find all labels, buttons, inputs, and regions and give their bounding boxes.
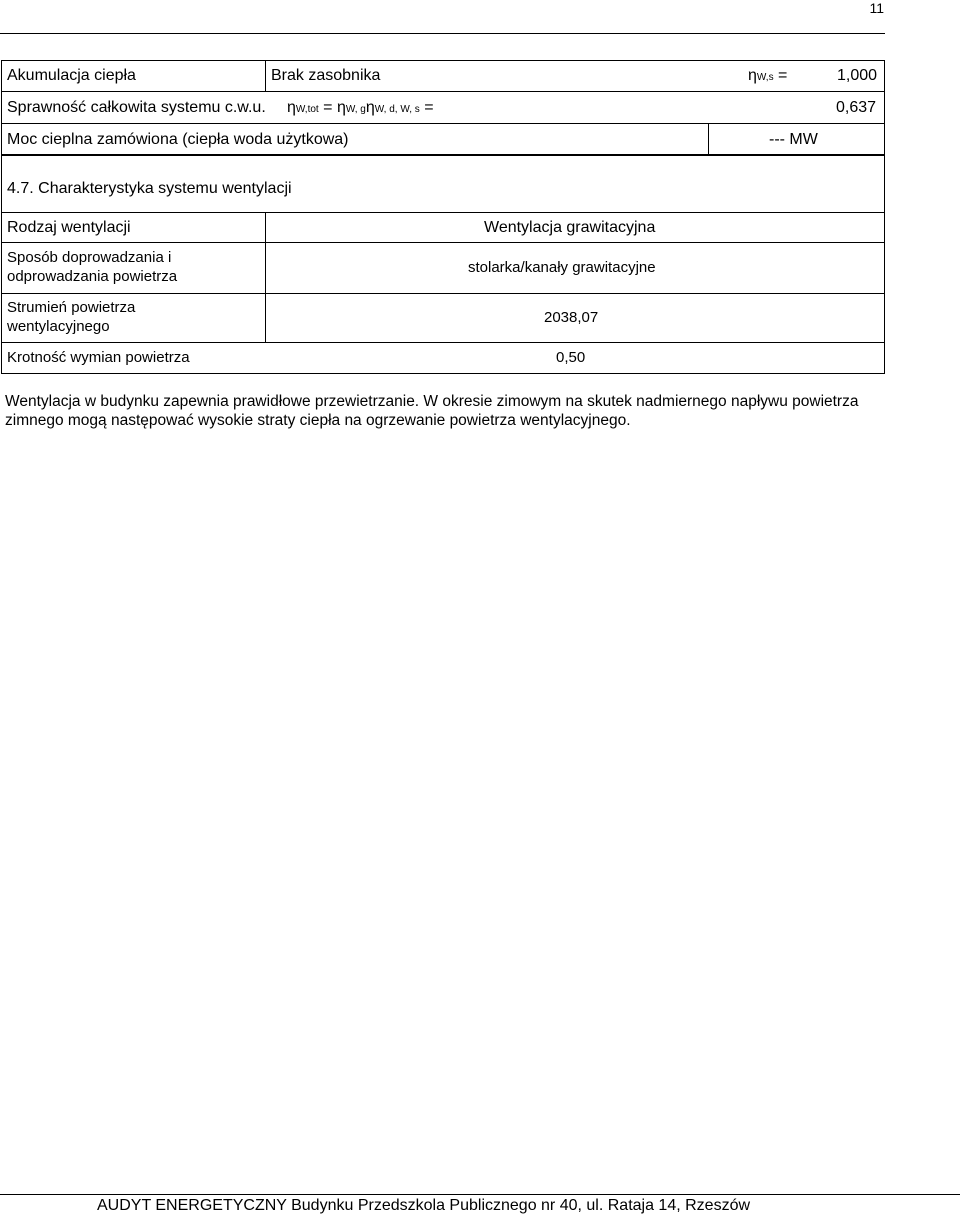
efficiency-formula: ηW,tot = ηW, gηW, d, W, s = xyxy=(287,99,434,116)
eta-symbol: η xyxy=(336,99,346,116)
supply-value: stolarka/kanały grawitacyjne xyxy=(468,259,656,276)
eta-subscript: W, d xyxy=(374,104,395,115)
eta-ws-formula xyxy=(748,66,787,88)
efficiency-label: Sprawność całkowita systemu c.w.u. xyxy=(7,99,266,116)
eta-subscript: W, s xyxy=(400,104,420,115)
eta-symbol: η xyxy=(287,99,296,116)
equals-sign: = xyxy=(424,99,434,116)
power-label: Moc cieplna zamówiona (ciepła woda użytkowa) xyxy=(7,131,349,148)
eta-subscript: W, g xyxy=(345,104,366,115)
power-value: --- MW xyxy=(769,131,818,148)
header-rule xyxy=(0,33,885,34)
vent-row-divider xyxy=(1,342,885,343)
supply-label-line2: odprowadzania powietrza xyxy=(7,268,178,285)
eta-subscript: W,tot xyxy=(295,104,319,115)
flow-value: 2038,07 xyxy=(544,309,599,326)
vent-row-divider xyxy=(1,293,885,294)
dhw-col-divider xyxy=(708,123,709,155)
dhw-col-divider xyxy=(265,60,266,91)
page-number: 11 xyxy=(869,0,884,16)
vent-col-divider xyxy=(265,212,266,342)
exchange-label: Krotność wymian powietrza xyxy=(7,349,190,366)
eta-ws-value: 1,000 xyxy=(837,67,878,84)
dhw-row-divider xyxy=(1,91,885,92)
eta-subscript: W,s xyxy=(756,72,774,83)
vent-row-divider xyxy=(1,242,885,243)
dhw-row-divider xyxy=(1,123,885,124)
eta-symbol: η xyxy=(365,99,375,116)
eta-symbol: η xyxy=(748,67,757,84)
accumulation-value: Brak zasobnika xyxy=(271,67,381,84)
ventilation-description: Wentylacja w budynku zapewnia prawidłowe przewietrzanie. W okresie zimowym na skutek nadmiernego napływu powietrza zimnego mogą następować wysokie straty ciepła na ogrzewanie powietrza wentylacyjnego. xyxy=(5,393,859,429)
equals-sign: = xyxy=(323,99,333,116)
vent-type-value: Wentylacja grawitacyjna xyxy=(484,219,656,236)
footer-rule xyxy=(0,1194,960,1195)
exchange-value: 0,50 xyxy=(556,349,586,366)
section-title: 4.7. Charakterystyka systemu wentylacji xyxy=(7,180,292,197)
supply-label-line1: Sposób doprowadzania i xyxy=(7,249,172,266)
footer: AUDYT ENERGETYCZNY Budynku Przedszkola Publicznego nr 40, ul. Rataja 14, Rzeszów xyxy=(97,1197,751,1214)
flow-label-line2: wentylacyjnego xyxy=(7,318,110,335)
flow-label-line1: Strumień powietrza xyxy=(7,299,136,316)
efficiency-value: 0,637 xyxy=(836,99,877,116)
accumulation-label: Akumulacja ciepła xyxy=(7,67,136,84)
vent-type-label: Rodzaj wentylacji xyxy=(7,219,131,236)
vent-row-divider xyxy=(1,212,885,213)
equals-sign: = xyxy=(778,67,788,84)
